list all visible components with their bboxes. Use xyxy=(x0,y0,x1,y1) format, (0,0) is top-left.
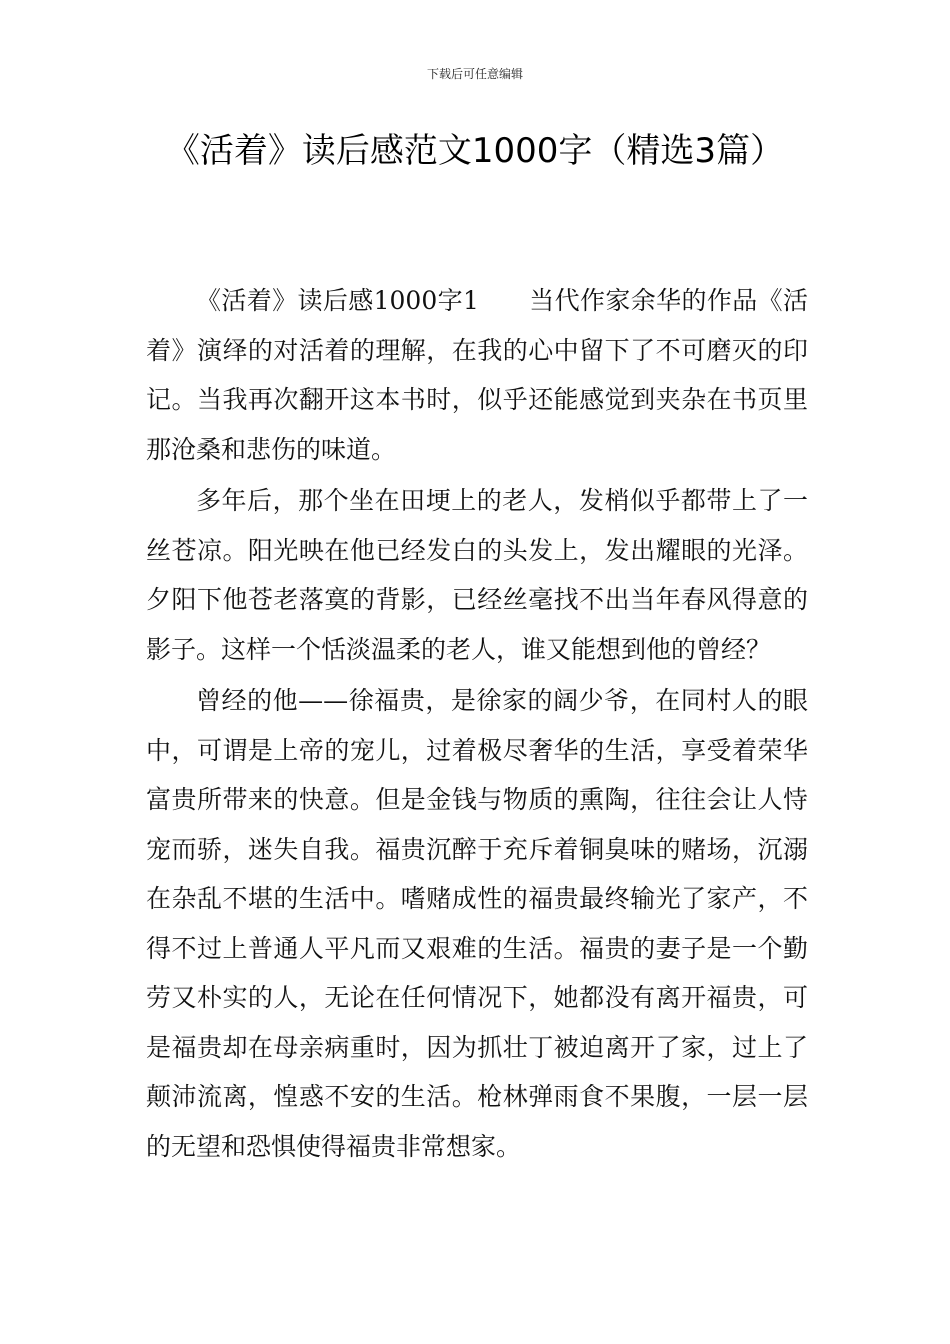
section-heading: 《活着》读后感1000字1 xyxy=(196,286,479,315)
paragraph-3: 曾经的他——徐福贵，是徐家的阔少爷，在同村人的眼中，可谓是上帝的宠儿，过着极尽奢华的生活，享受着荣华富贵所带来的快意。但是金钱与物质的熏陶，往往会让人恃宠而骄，迷失自我。福贵沉醉于充斥着铜臭味的赌场，沉溺在杂乱不堪的生活中。嗜赌成性的福贵最终输光了家产，不得不过上普通人平凡而又艰难的生活。福贵的妻子是一个勤劳又朴实的人，无论在任何情况下，她都没有离开福贵，可是福贵却在母亲病重时，因为抓壮丁被迫离开了家，过上了颠沛流离，惶惑不安的生活。枪林弹雨食不果腹，一层一层的无望和恐惧使得福贵非常想家。 xyxy=(146,686,808,1161)
paragraph-1 xyxy=(146,276,808,474)
paragraph-1-text: 当代作家余华的作品《活着》演绎的对活着的理解，在我的心中留下了不可磨灭的印记。当我再次翻开这本书时，似乎还能感觉到夹杂在书页里那沧桑和悲伤的味道。 xyxy=(146,286,808,464)
header-note: 下载后可任意编辑 xyxy=(426,67,523,81)
document-body xyxy=(146,276,808,1173)
document-title: 《活着》读后感范文1000字（精选3篇） xyxy=(165,131,785,171)
paragraph-2: 多年后，那个坐在田埂上的老人，发梢似乎都带上了一丝苍凉。阳光映在他已经发白的头发上，发出耀眼的光泽。夕阳下他苍老落寞的背影，已经丝毫找不出当年春风得意的影子。这样一个恬淡温柔的老人，谁又能想到他的曾经？ xyxy=(146,486,808,664)
